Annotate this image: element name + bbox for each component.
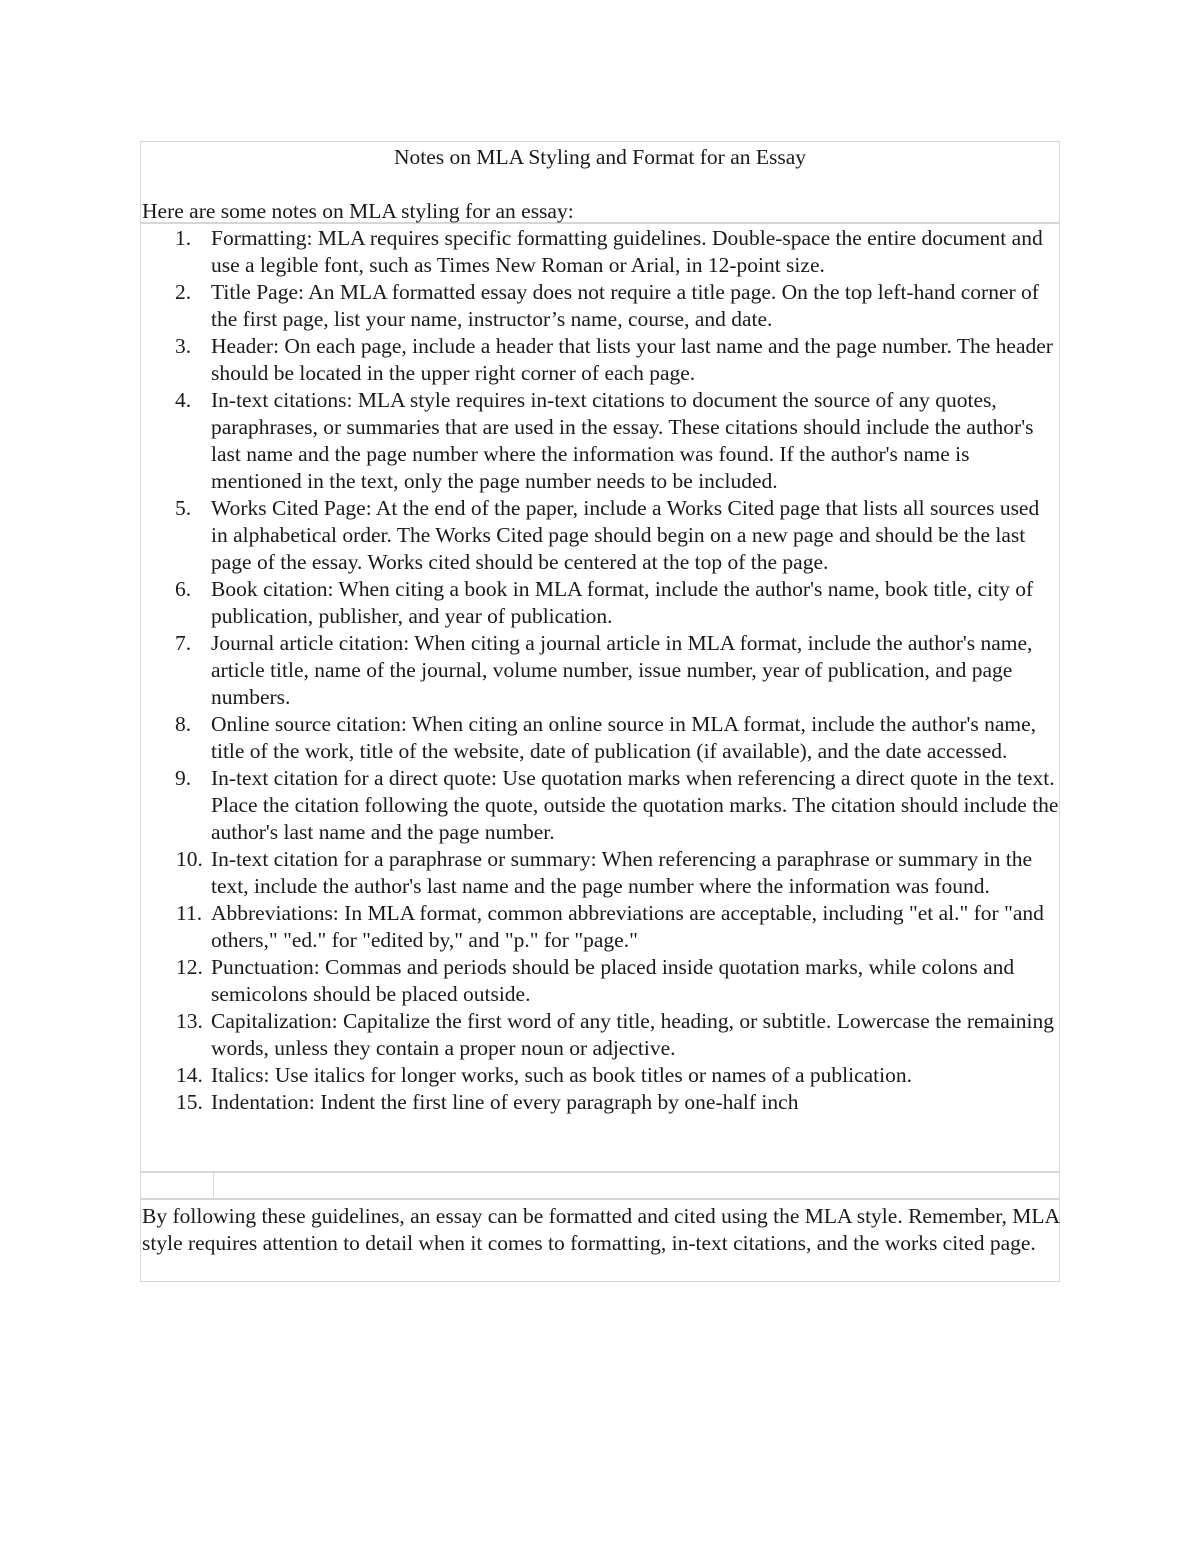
list-item-number: 8. bbox=[175, 712, 192, 736]
empty-cell bbox=[213, 1173, 1060, 1198]
list-item-number: 1. bbox=[175, 226, 192, 250]
list-item bbox=[142, 333, 1060, 387]
list-item-text: Punctuation: Commas and periods should be placed inside quotation marks, while colons and semicolons should be placed outside. bbox=[211, 955, 1015, 1006]
list-item-number: 2. bbox=[175, 280, 192, 304]
list-item-text: Journal article citation: When citing a journal article in MLA format, include the author's name, article title, name of the journal, volume number, issue number, year of publication, and page numbers. bbox=[211, 631, 1033, 709]
list-item-text: In-text citations: MLA style requires in-text citations to document the source of any quotes, paraphrases, or summaries that are used in the essay. These citations should include the author's last name and the page number where the information was found. If the author's name is mentioned in the text, only the page number needs to be included. bbox=[211, 388, 1034, 493]
document-title: Notes on MLA Styling and Format for an Essay bbox=[393, 145, 807, 169]
list-item bbox=[142, 711, 1060, 765]
list-item bbox=[142, 279, 1060, 333]
list-item-number: 15. bbox=[176, 1090, 203, 1114]
list-item bbox=[142, 1008, 1060, 1062]
list-item bbox=[142, 765, 1060, 846]
list-item-number: 5. bbox=[175, 496, 192, 520]
list-item bbox=[142, 846, 1060, 900]
list-item bbox=[142, 495, 1060, 576]
list-item bbox=[142, 900, 1060, 954]
list-item-text: Online source citation: When citing an online source in MLA format, include the author's name, title of the work, title of the website, date of publication (if available), and the date accessed. bbox=[211, 712, 1037, 763]
list-item-number: 10. bbox=[176, 847, 203, 871]
list-item-text: Book citation: When citing a book in MLA format, include the author's name, book title, city of publication, publisher, and year of publication. bbox=[211, 577, 1034, 628]
list-item-number: 11. bbox=[176, 901, 203, 925]
notes-list bbox=[142, 225, 1060, 1116]
list-item-text: Formatting: MLA requires specific formatting guidelines. Double-space the entire document and use a legible font, such as Times New Roman or Arial, in 12-point size. bbox=[211, 226, 1043, 277]
list-item bbox=[142, 387, 1060, 495]
list-item-text: In-text citation for a paraphrase or summary: When referencing a paraphrase or summary in the text, include the author's last name and the page number where the information was found. bbox=[211, 847, 1033, 898]
list-item-number: 4. bbox=[175, 388, 192, 412]
list-item-text: In-text citation for a direct quote: Use quotation marks when referencing a direct quote in the text. Place the citation following the quote, outside the quotation marks. The citation should include the author's last name and the page number. bbox=[211, 766, 1059, 844]
list-item-text: Works Cited Page: At the end of the paper, include a Works Cited page that lists all sources used in alphabetical order. The Works Cited page should begin on a new page and should be the last page of the essay. Works cited should be centered at the top of the page. bbox=[211, 496, 1040, 574]
list-item-text: Indentation: Indent the first line of every paragraph by one-half inch bbox=[211, 1090, 799, 1114]
list-item-number: 6. bbox=[175, 577, 192, 601]
list-item bbox=[142, 576, 1060, 630]
list-item bbox=[142, 630, 1060, 711]
list-item bbox=[142, 954, 1060, 1008]
list-item bbox=[142, 1089, 1060, 1116]
list-item-number: 3. bbox=[175, 334, 192, 358]
list-item-number: 7. bbox=[175, 631, 192, 655]
list-item-text: Title Page: An MLA formatted essay does not require a title page. On the top left-hand corner of the first page, list your name, instructor’s name, course, and date. bbox=[211, 280, 1039, 331]
list-item-number: 13. bbox=[176, 1009, 203, 1033]
list-item-number: 9. bbox=[175, 766, 192, 790]
intro-paragraph: Here are some notes on MLA styling for an essay: bbox=[142, 199, 574, 223]
list-item-text: Header: On each page, include a header that lists your last name and the page number. The header should be located in the upper right corner of each page. bbox=[211, 334, 1053, 385]
empty-row bbox=[140, 1172, 1060, 1199]
list-item bbox=[142, 1062, 1060, 1089]
list-item-text: Italics: Use italics for longer works, such as book titles or names of a publication. bbox=[211, 1063, 912, 1087]
list-item-number: 12. bbox=[176, 955, 203, 979]
list-item bbox=[142, 225, 1060, 279]
list-item-number: 14. bbox=[176, 1063, 203, 1087]
list-item-text: Capitalization: Capitalize the first word of any title, heading, or subtitle. Lowercase the remaining words, unless they contain a proper noun or adjective. bbox=[211, 1009, 1055, 1060]
closing-paragraph: By following these guidelines, an essay can be formatted and cited using the MLA style. Remember, MLA style requires attention to detail when it comes to formatting, in-text citations, and the works cited page. bbox=[142, 1204, 1059, 1255]
list-item-text: Abbreviations: In MLA format, common abbreviations are acceptable, including "et al." for "and others," "ed." for "edited by," and "p." for "page." bbox=[211, 901, 1044, 952]
